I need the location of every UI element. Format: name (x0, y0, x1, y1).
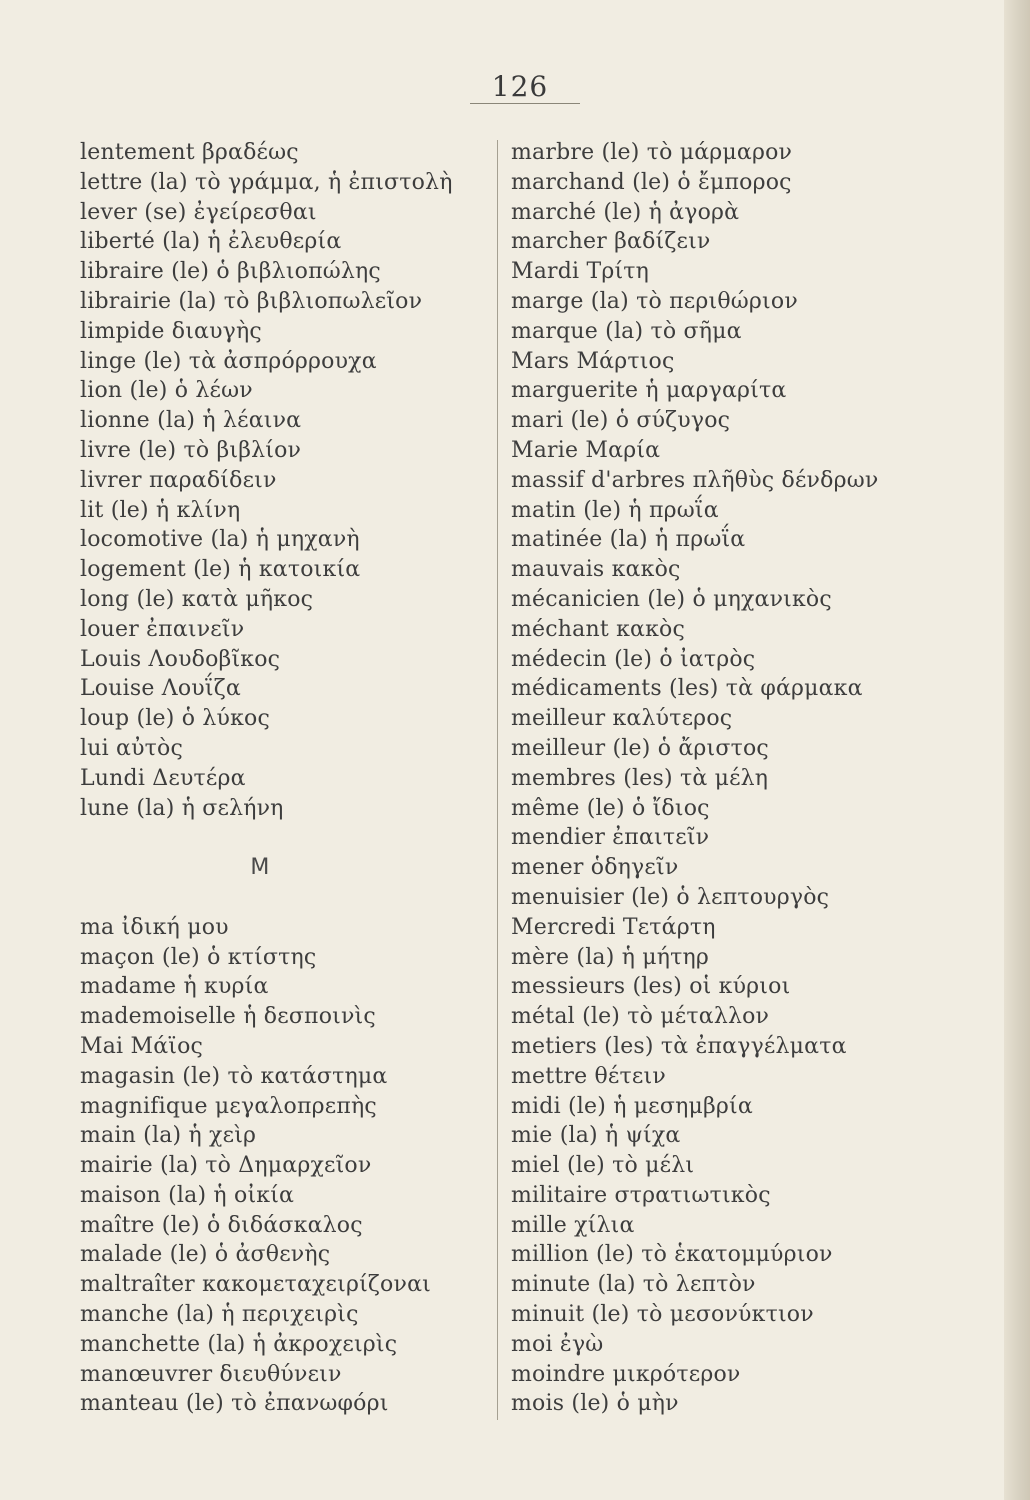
dictionary-entry: madame ἡ κυρία (80, 974, 269, 1000)
dictionary-entry: mendier ἐπαιτεῖν (511, 825, 710, 851)
page-edge (1004, 0, 1030, 1500)
dictionary-entry: minute (la) τὸ λεπτὸν (511, 1272, 756, 1298)
dictionary-entry: magasin (le) τὸ κατάστημα (80, 1063, 388, 1089)
dictionary-entry: marque (la) τὸ σῆμα (511, 318, 742, 344)
spacer (80, 883, 490, 913)
section-letter: M (250, 855, 270, 881)
dictionary-entry: linge (le) τὰ ἀσπρόρρουχα (80, 348, 377, 374)
spacer (80, 823, 490, 853)
dictionary-entry: librairie (la) τὸ βιβλιοπωλεῖον (80, 288, 423, 314)
dictionary-entry: maçon (le) ὁ κτίστης (80, 944, 317, 970)
dictionary-entry: meilleur (le) ὁ ἄριστος (511, 735, 769, 761)
dictionary-entry: livrer παραδίδειν (80, 467, 277, 493)
dictionary-entry: lion (le) ὁ λέων (80, 378, 253, 404)
dictionary-entry: matin (le) ἡ πρωΐα (511, 497, 719, 523)
dictionary-entry: main (la) ἡ χεὶρ (80, 1123, 257, 1149)
dictionary-entry: moi ἐγὼ (511, 1331, 604, 1357)
dictionary-entry: long (le) κατὰ μῆκος (80, 586, 314, 612)
dictionary-entry: magnifique μεγαλοπρεπὴς (80, 1093, 377, 1119)
page-number: 126 (491, 70, 549, 103)
dictionary-entry: Louise Λουΐζα (80, 676, 241, 702)
dictionary-entry: livre (le) τὸ βιβλίον (80, 437, 302, 463)
dictionary-entry: manteau (le) τὸ ἐπανωφόρι (80, 1391, 389, 1417)
dictionary-entry: marge (la) τὸ περιθώριον (511, 288, 798, 314)
dictionary-entry: manche (la) ἡ περιχειρὶς (80, 1302, 359, 1328)
dictionary-entry: manchette (la) ἡ ἀκροχειρὶς (80, 1331, 398, 1357)
dictionary-entry: mari (le) ὁ σύζυγος (511, 408, 731, 434)
dictionary-entry: mairie (la) τὸ Δημαρχεῖον (80, 1153, 372, 1179)
column-divider (497, 140, 498, 1420)
dictionary-entry: maltraîter κακομεταχειρίζοναι (80, 1272, 431, 1298)
dictionary-entry: mille χίλια (511, 1212, 635, 1238)
dictionary-entry: liberté (la) ἡ ἐλευθερία (80, 229, 342, 255)
dictionary-entry: médecin (le) ὁ ἰατρὸς (511, 646, 756, 672)
dictionary-entry: lettre (la) τὸ γράμμα, ἡ ἐπιστολὴ (80, 169, 453, 195)
dictionary-entry: lui αὐτὸς (80, 735, 184, 761)
dictionary-entry: militaire στρατιωτικὸς (511, 1182, 771, 1208)
dictionary-entry: libraire (le) ὁ βιβλιοπώλης (80, 259, 381, 285)
dictionary-entry: mère (la) ἡ μήτηρ (511, 944, 710, 970)
dictionary-entry: Mai Μάϊος (80, 1033, 204, 1059)
dictionary-entry: mener ὁδηγεῖν (511, 855, 679, 881)
dictionary-entry: metiers (les) τὰ ἐπαγγέλματα (511, 1033, 847, 1059)
dictionary-entry: mie (la) ἡ ψίχα (511, 1123, 681, 1149)
dictionary-entry: méchant κακὸς (511, 616, 686, 642)
dictionary-entry: Mercredi Τετάρτη (511, 914, 716, 940)
dictionary-entry: même (le) ὁ ἴδιος (511, 795, 710, 821)
dictionary-entry: louer ἐπαινεῖν (80, 616, 245, 642)
dictionary-entry: lentement βραδέως (80, 140, 299, 165)
dictionary-entry: marcher βαδίζειν (511, 229, 711, 255)
dictionary-entry: métal (le) τὸ μέταλλον (511, 1004, 770, 1030)
dictionary-entry: mécanicien (le) ὁ μηχανικὸς (511, 586, 832, 612)
dictionary-entry: mauvais κακὸς (511, 557, 681, 583)
dictionary-entry: million (le) τὸ ἑκατομμύριον (511, 1242, 833, 1268)
dictionary-entry: loup (le) ὁ λύκος (80, 706, 271, 732)
dictionary-entry: membres (les) τὰ μέλη (511, 765, 769, 791)
dictionary-entry: lionne (la) ἡ λέαινα (80, 408, 302, 434)
dictionary-entry: médicaments (les) τὰ φάρμακα (511, 676, 863, 702)
dictionary-entry: minuit (le) τὸ μεσονύκτιον (511, 1302, 814, 1328)
dictionary-entry: massif d'arbres πλῆθὺς δένδρων (511, 467, 879, 493)
dictionary-entry: Marie Μαρία (511, 437, 661, 463)
dictionary-entry: midi (le) ἡ μεσημβρία (511, 1093, 753, 1119)
dictionary-entry: Louis Λουδοβῖκος (80, 646, 281, 672)
header-rule (470, 103, 580, 104)
left-column (80, 138, 490, 1419)
dictionary-entry: maître (le) ὁ διδάσκαλος (80, 1212, 363, 1238)
dictionary-entry: moindre μικρότερον (511, 1361, 741, 1387)
dictionary-entry: locomotive (la) ἡ μηχανὴ (80, 527, 360, 553)
dictionary-entry: meilleur καλύτερος (511, 706, 733, 732)
dictionary-entry: manœuvrer διευθύνειν (80, 1361, 342, 1387)
dictionary-entry: matinée (la) ἡ πρωΐα (511, 527, 746, 553)
dictionary-entry: marbre (le) τὸ μάρμαρον (511, 140, 793, 165)
right-column (511, 138, 981, 1419)
dictionary-entry: miel (le) τὸ μέλι (511, 1153, 695, 1179)
dictionary-entry: mademoiselle ἡ δεσποινὶς (80, 1004, 376, 1030)
dictionary-entry: lit (le) ἡ κλίνη (80, 497, 241, 523)
dictionary-entry: malade (le) ὁ ἀσθενὴς (80, 1242, 331, 1268)
dictionary-entry: marguerite ἡ μαργαρίτα (511, 378, 787, 404)
dictionary-entry: marché (le) ἡ ἀγορὰ (511, 199, 740, 225)
dictionary-entry: Mars Μάρτιος (511, 348, 675, 374)
dictionary-entry: mois (le) ὁ μὴν (511, 1391, 679, 1417)
dictionary-entry: mettre θέτειν (511, 1063, 666, 1089)
dictionary-entry: menuisier (le) ὁ λεπτουργὸς (511, 884, 830, 910)
dictionary-entry: lune (la) ἡ σελήνη (80, 795, 284, 821)
dictionary-entry: messieurs (les) οἱ κύριοι (511, 974, 791, 1000)
dictionary-entry: maison (la) ἡ οἰκία (80, 1182, 295, 1208)
dictionary-entry: Mardi Τρίτη (511, 259, 650, 285)
dictionary-entry: limpide διαυγὴς (80, 318, 262, 344)
dictionary-entry: marchand (le) ὁ ἔμπορος (511, 169, 792, 195)
dictionary-entry: Lundi Δευτέρα (80, 765, 246, 791)
dictionary-entry: lever (se) ἐγείρεσθαι (80, 199, 317, 225)
dictionary-entry: logement (le) ἡ κατοικία (80, 557, 361, 583)
dictionary-entry: ma ἰδική μου (80, 914, 229, 940)
